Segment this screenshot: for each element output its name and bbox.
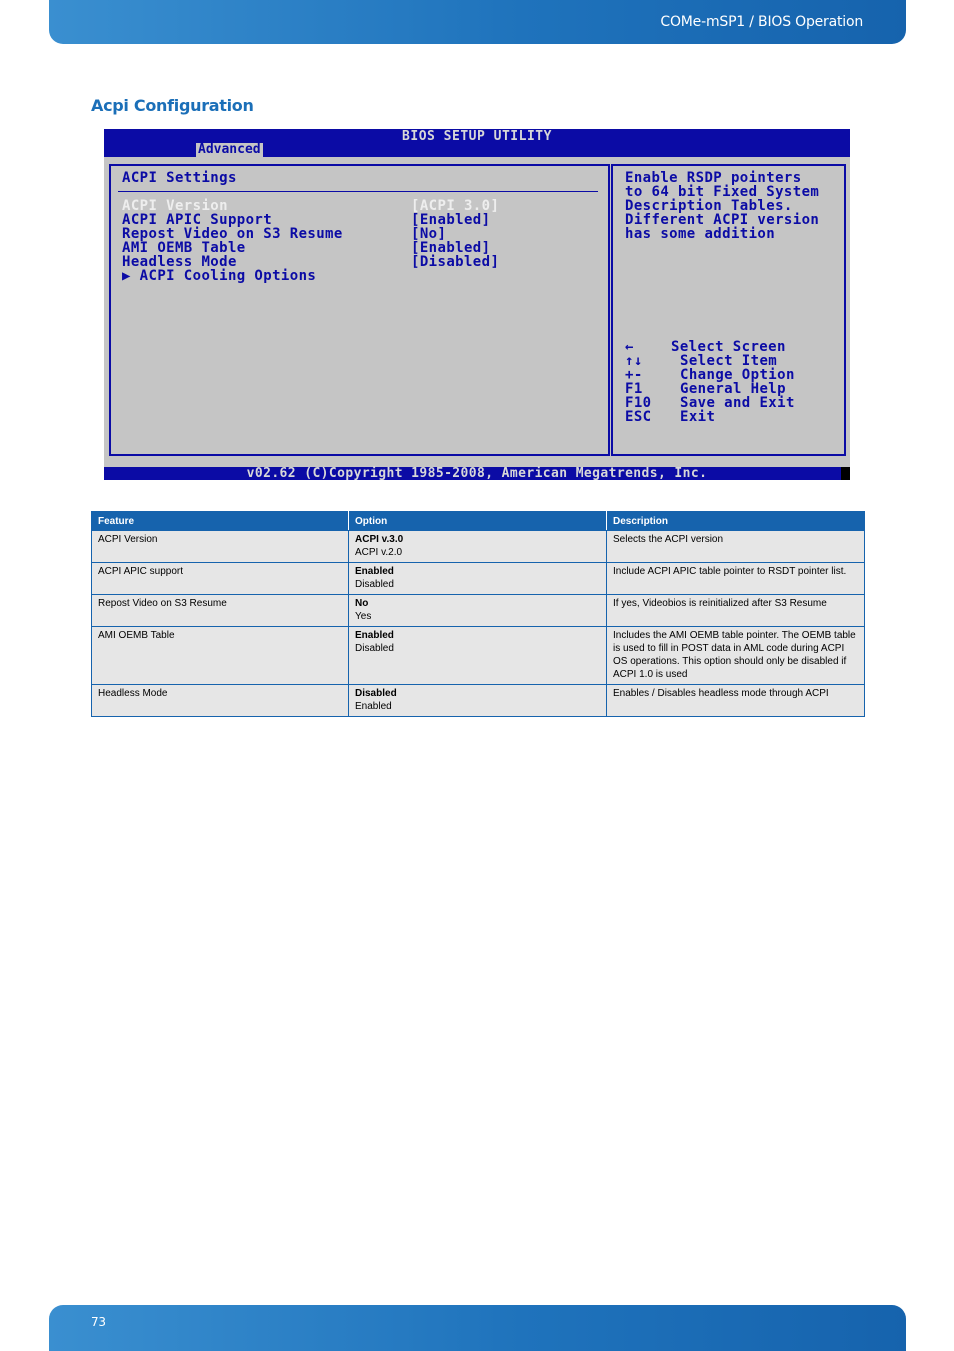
table-row: [92, 563, 865, 595]
bios-help-line: to 64 bit Fixed System: [625, 184, 820, 200]
description-cell: If yes, Videobios is reinitialized after S3 Resume: [607, 595, 865, 627]
bios-key-action: Change Option: [680, 367, 795, 383]
option-cell: [349, 685, 607, 717]
option-cell: [349, 563, 607, 595]
bios-setting-value[interactable]: [Enabled]: [411, 240, 491, 256]
bios-setting-label[interactable]: ACPI APIC Support: [122, 212, 273, 228]
option-alternative: Yes: [355, 611, 372, 622]
option-alternative: Disabled: [355, 643, 394, 654]
document-title: COMe-mSP1 / BIOS Operation: [660, 14, 863, 30]
feature-cell: Repost Video on S3 Resume: [92, 595, 349, 627]
bios-submenu-acpi-cooling[interactable]: ▶ ACPI Cooling Options: [122, 268, 317, 284]
bios-setting-value[interactable]: [ACPI 3.0]: [411, 198, 500, 214]
table-header-row: [92, 512, 865, 531]
bios-setting-label[interactable]: Headless Mode: [122, 254, 237, 270]
section-title: Acpi Configuration: [91, 96, 254, 115]
table-row: [92, 531, 865, 563]
option-cell: [349, 531, 607, 563]
bios-key: F10: [625, 395, 652, 411]
feature-cell: ACPI APIC support: [92, 563, 349, 595]
bios-setting-label[interactable]: ACPI Version: [122, 198, 228, 214]
bios-key: ESC: [625, 409, 652, 425]
bios-key-action: Select Item: [680, 353, 778, 369]
option-default: Disabled: [355, 688, 397, 699]
option-default: Enabled: [355, 630, 394, 641]
feature-cell: Headless Mode: [92, 685, 349, 717]
bios-setting-value[interactable]: [Disabled]: [411, 254, 500, 270]
bios-key: ←: [625, 339, 634, 355]
feature-table: [91, 511, 865, 717]
bios-copyright: v02.62 (C)Copyright 1985-2008, American Megatrends, Inc.: [104, 467, 850, 480]
bios-key-action: General Help: [680, 381, 786, 397]
feature-cell: ACPI Version: [92, 531, 349, 563]
header-band: [49, 0, 906, 44]
bios-key-action: Save and Exit: [680, 395, 795, 411]
bios-panel-title: ACPI Settings: [122, 170, 237, 186]
bios-help-line: Enable RSDP pointers: [625, 170, 802, 186]
bios-divider: [118, 191, 598, 192]
option-default: ACPI v.3.0: [355, 534, 404, 545]
table-row: [92, 595, 865, 627]
footer-band: [49, 1305, 906, 1351]
description-cell: Selects the ACPI version: [607, 531, 865, 563]
option-cell: [349, 627, 607, 685]
option-default: No: [355, 598, 369, 609]
bios-key-action: Select Screen: [671, 339, 786, 355]
table-row: [92, 685, 865, 717]
bios-help-line: Different ACPI version: [625, 212, 820, 228]
option-default: Enabled: [355, 566, 394, 577]
description-cell: Include ACPI APIC table pointer to RSDT pointer list.: [607, 563, 865, 595]
page-number: 73: [91, 1315, 106, 1329]
option-alternative: Disabled: [355, 579, 394, 590]
bios-help-line: Description Tables.: [625, 198, 793, 214]
column-header-feature: Feature: [92, 512, 349, 531]
bios-help-line: has some addition: [625, 226, 776, 242]
bios-setting-value[interactable]: [Enabled]: [411, 212, 491, 228]
table-row: [92, 627, 865, 685]
column-header-option: Option: [349, 512, 607, 531]
bios-setting-label[interactable]: Repost Video on S3 Resume: [122, 226, 343, 242]
option-cell: [349, 595, 607, 627]
bios-cursor: [841, 467, 850, 480]
description-cell: Includes the AMI OEMB table pointer. The OEMB table is used to fill in POST data in AML code during ACPI OS operations. This option should only be disabled if ACPI 1.0 is used: [607, 627, 865, 685]
option-alternative: Enabled: [355, 701, 392, 712]
bios-setting-label[interactable]: AMI OEMB Table: [122, 240, 246, 256]
bios-key-action: Exit: [680, 409, 716, 425]
bios-key: ↑↓: [625, 353, 643, 369]
bios-screenshot: [104, 129, 850, 480]
bios-tab-advanced[interactable]: Advanced: [198, 142, 261, 157]
feature-cell: AMI OEMB Table: [92, 627, 349, 685]
bios-key: F1: [625, 381, 643, 397]
bios-title: BIOS SETUP UTILITY: [402, 129, 552, 144]
bios-key: +-: [625, 367, 643, 383]
bios-setting-value[interactable]: [No]: [411, 226, 447, 242]
column-header-description: Description: [607, 512, 865, 531]
option-alternative: ACPI v.2.0: [355, 547, 403, 558]
description-cell: Enables / Disables headless mode through ACPI: [607, 685, 865, 717]
